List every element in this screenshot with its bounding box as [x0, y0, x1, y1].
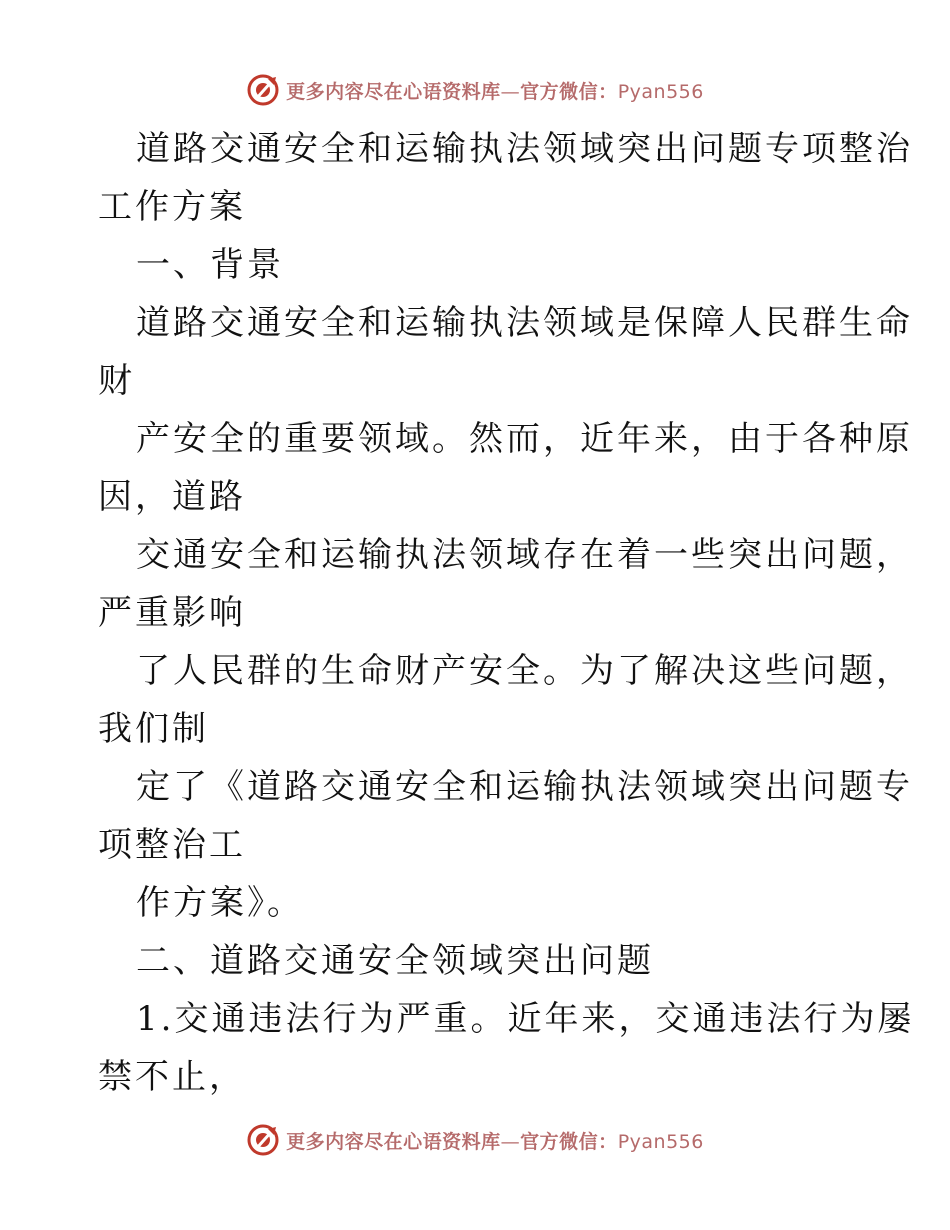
header-site-name: 更多内容尽在心语资料库: [286, 80, 501, 103]
paragraph-line: 作方案》。: [136, 883, 304, 923]
footer-site-name: 更多内容尽在心语资料库: [286, 1130, 501, 1153]
footer-wechat-id: Pyan556: [617, 1130, 704, 1153]
logo-icon: [246, 1123, 280, 1157]
footer-banner: [0, 1120, 950, 1160]
paragraph-line: 产安全的重要领域。然而，近年来，由于各种原: [136, 419, 913, 459]
header-banner-text: [286, 77, 704, 104]
header-wechat-label: 官方微信：: [520, 80, 618, 103]
paragraph-line: 交通安全和运输执法领域存在着一些突出问题，: [136, 535, 913, 575]
paragraph-line: 了人民群的生命财产安全。为了解决这些问题，: [136, 651, 913, 691]
header-wechat-id: Pyan556: [617, 80, 704, 103]
paragraph-line: 项整治工: [98, 825, 246, 865]
paragraph-line: 财: [98, 361, 135, 401]
footer-banner-text: [286, 1127, 704, 1154]
logo-icon: [246, 73, 280, 107]
footer-dash: —: [500, 1130, 521, 1153]
paragraph-line: 严重影响: [98, 593, 246, 633]
header-dash: —: [500, 80, 521, 103]
title-line-2: 工作方案: [98, 187, 246, 227]
paragraph-line: 定了《道路交通安全和运输执法领域突出问题专: [136, 767, 913, 807]
title-line-1: 道路交通安全和运输执法领域突出问题专项整治: [136, 129, 913, 169]
footer-wechat-label: 官方微信：: [520, 1130, 618, 1153]
paragraph-line: 道路交通安全和运输执法领域是保障人民群生命: [136, 303, 913, 343]
paragraph-line: 因，道路: [98, 477, 246, 517]
document-body: [98, 120, 915, 1106]
list-item-line: 1.交通违法行为严重。近年来，交通违法行为屡: [136, 999, 915, 1039]
list-item-line: 禁不止，: [98, 1057, 246, 1097]
section-heading-problems: 二、道路交通安全领域突出问题: [136, 941, 654, 981]
header-banner: [0, 70, 950, 110]
paragraph-line: 我们制: [98, 709, 209, 749]
section-heading-background: 一、背景: [136, 245, 284, 285]
